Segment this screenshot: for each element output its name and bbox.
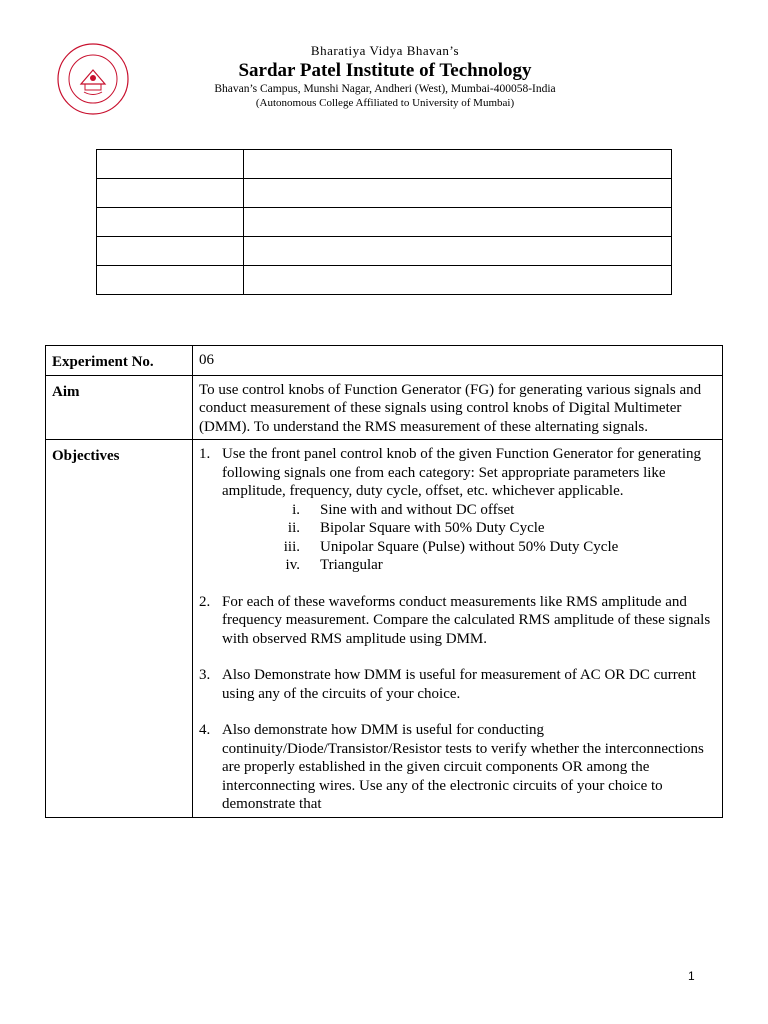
objectives-row bbox=[46, 440, 723, 818]
info-row bbox=[97, 266, 672, 295]
objectives-label: Objectives bbox=[46, 440, 193, 818]
info-cell bbox=[244, 150, 672, 179]
experiment-no-value: 06 bbox=[193, 346, 723, 376]
signal-text: Triangular bbox=[320, 557, 383, 573]
aim-value: To use control knobs of Function Generator (FG) for generating various signals and conduct measurement of these signals using control knobs of Digital Multimeter (DMM). To understand the RMS measurement of these alternating signals. bbox=[193, 375, 723, 440]
objective-number: 1. bbox=[199, 446, 211, 462]
info-cell bbox=[97, 150, 244, 179]
signal-item bbox=[222, 556, 718, 575]
objective-text: Also Demonstrate how DMM is useful for measurement of AC OR DC current using any of the circuits of your choice. bbox=[222, 667, 697, 702]
signal-number: ii. bbox=[287, 520, 300, 536]
objective-text: For each of these waveforms conduct measurements like RMS amplitude and frequency measurement. Compare the calculated RMS amplitude of these signals with observed RMS amplitude using DMM. bbox=[222, 593, 711, 647]
info-cell bbox=[244, 208, 672, 237]
signal-number: iv. bbox=[285, 557, 300, 573]
student-info-table bbox=[96, 149, 672, 295]
header-institute-name: Sardar Patel Institute of Technology bbox=[238, 60, 532, 81]
objective-text: Use the front panel control knob of the given Function Generator for generating following signals one from each category: Set appropriate parameters like amplitude, frequency, duty cycle, offset, etc. whichever applicable. bbox=[222, 446, 702, 499]
signal-number: i. bbox=[292, 501, 300, 518]
experiment-no-row bbox=[46, 346, 723, 376]
experiment-table bbox=[45, 345, 723, 818]
objective-text: Also demonstrate how DMM is useful for conducting continuity/Diode/Transistor/Resistor tests to verify whether the interconnections are properly established in the given circuit components OR among the interconnecting wires. Use any of the electronic circuits of your choice to demonstrate that bbox=[222, 722, 704, 812]
objective-item bbox=[199, 445, 718, 575]
signal-item bbox=[222, 501, 718, 520]
info-cell bbox=[244, 266, 672, 295]
objective-item bbox=[199, 666, 718, 703]
objective-item bbox=[199, 721, 718, 814]
signal-text: Sine with and without DC offset bbox=[320, 501, 515, 518]
info-cell bbox=[97, 266, 244, 295]
info-cell bbox=[244, 179, 672, 208]
info-cell bbox=[97, 237, 244, 266]
info-row bbox=[97, 150, 672, 179]
info-row bbox=[97, 237, 672, 266]
signal-text: Unipolar Square (Pulse) without 50% Duty Cycle bbox=[320, 538, 619, 555]
page-number: 1 bbox=[688, 969, 695, 983]
aim-label: Aim bbox=[46, 375, 193, 440]
signal-item bbox=[222, 519, 718, 538]
experiment-no-label: Experiment No. bbox=[46, 346, 193, 376]
info-row bbox=[97, 208, 672, 237]
signal-item bbox=[222, 538, 718, 557]
info-cell bbox=[244, 237, 672, 266]
info-row bbox=[97, 179, 672, 208]
objectives-value bbox=[193, 440, 723, 818]
header-affiliation: (Autonomous College Affiliated to University of Mumbai) bbox=[255, 97, 515, 109]
objectives-list bbox=[199, 445, 718, 814]
objective-item bbox=[199, 593, 718, 649]
objective-number: 3. bbox=[199, 667, 211, 683]
objective-number: 2. bbox=[199, 593, 211, 610]
objective-number: 4. bbox=[199, 722, 211, 738]
aim-row bbox=[46, 375, 723, 440]
signal-number: iii. bbox=[283, 538, 300, 555]
institute-logo bbox=[54, 40, 132, 118]
header-trust-name: Bharatiya Vidya Bhavan’s bbox=[310, 43, 460, 58]
info-cell bbox=[97, 179, 244, 208]
header-address: Bhavan’s Campus, Munshi Nagar, Andheri (West), Mumbai-400058-India bbox=[214, 83, 556, 95]
signal-list bbox=[222, 501, 718, 575]
signal-text: Bipolar Square with 50% Duty Cycle bbox=[320, 520, 545, 536]
info-cell bbox=[97, 208, 244, 237]
